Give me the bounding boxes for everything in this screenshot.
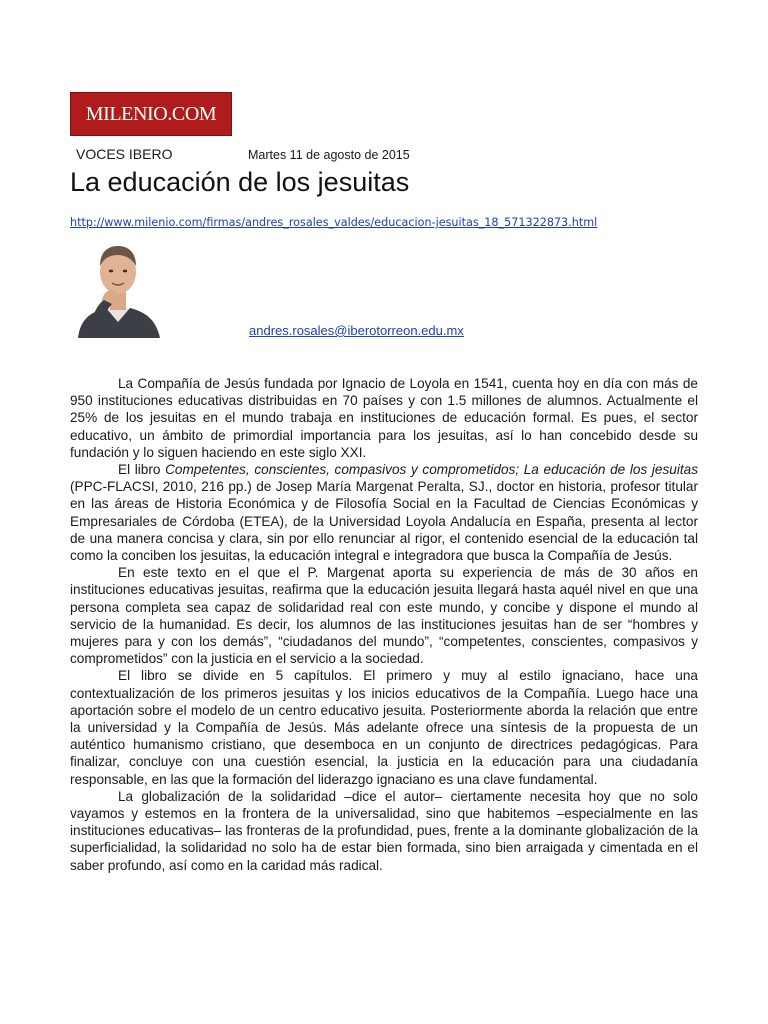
milenio-logo (70, 92, 232, 136)
author-email-link[interactable]: andres.rosales@iberotorreon.edu.mx (249, 323, 464, 338)
book-title: Competentes, conscientes, compasivos y comprometidos; La educación de los jesuitas (165, 462, 698, 478)
article-title: La educación de los jesuitas (70, 167, 410, 197)
publication-date: Martes 11 de agosto de 2015 (248, 148, 410, 162)
article-body (70, 375, 698, 874)
author-photo (72, 240, 164, 338)
article-url-link[interactable]: http://www.milenio.com/firmas/andres_rosales_valdes/educacion-jesuitas_18_571322873.html (70, 216, 598, 229)
paragraph-2-intro: El libro (118, 462, 166, 478)
paragraph-5: La globalización de la solidaridad –dice el autor– ciertamente necesita hoy que no solo vayamos y estemos en la frontera de la universalidad, sino que habitemos –especialmente en las instituciones educativas– las fronteras de la profundidad, pues, frente a la dominante globalización de la superficialidad, la solidaridad no solo ha de estar bien formada, sino bien arraigada y cimentada en el saber profundo, así como en la caridad más radical. (70, 788, 698, 873)
paragraph-4: El libro se divide en 5 capítulos. El primero y muy al estilo ignaciano, hace una contextualización de los primeros jesuitas y los inicios educativos de la Compañía. Luego hace una aportación sobre el modelo de un centro educativo jesuita. Posteriormente aborda la relación que entre la universidad y la Compañía de Jesús. Más adelante ofrece una síntesis de la propuesta de un auténtico humanismo cristiano, que desemboca en un conjunto de directrices pedagógicas. Para finalizar, concluye con una cuestión esencial, la justicia en la educación para una ciudadanía responsable, en las que la formación del liderazgo ignaciano es una clave fundamental. (70, 668, 698, 787)
paragraph-3: En este texto en el que el P. Margenat aporta su experiencia de más de 30 años en instituciones educativas jesuitas, reafirma que la educación jesuita llegará hasta aquél nivel en que una persona completa sea capaz de solidaridad real con este mundo, y concibe y dispone el mundo al servicio de la humanidad. Es decir, los alumnos de las instituciones jesuitas han de ser “hombres y mujeres para y con los demás”, “ciudadanos del mundo”, “competentes, conscientes, compasivos y comprometidos” con la justicia en el servicio a la sociedad. (70, 565, 698, 667)
section-label: VOCES IBERO (76, 146, 173, 162)
paragraph-2 (70, 461, 698, 564)
paragraph-2-rest: (PPC-FLACSI, 2010, 216 pp.) de Josep María Margenat Peralta, SJ., doctor en historia, profesor titular en las áreas de Historia Económica y de Filosofía Social en la Facultad de Ciencias Económicas y Empresariales de Córdoba (ETEA), de la Universidad Loyola Andalucía en España, presenta al lector de una manera concisa y clara, sin por ello renunciar al rigor, el contenido esencial de la educación tal como la conciben los jesuitas, la educación integral e integradora que busca la Compañía de Jesús. (70, 479, 698, 564)
paragraph-1: La Compañía de Jesús fundada por Ignacio de Loyola en 1541, cuenta hoy en día con más de 950 instituciones educativas distribuidas en 70 países y con 1.5 millones de alumnos. Actualmente el 25% de los jesuitas en el mundo trabaja en instituciones de educación formal. Es pues, el sector educativo, un ámbito de primordial importancia para los jesuitas, así lo han concebido desde su fundación y lo siguen haciendo en este siglo XXI. (70, 376, 698, 460)
logo-text: MILENIO.COM (85, 102, 217, 125)
